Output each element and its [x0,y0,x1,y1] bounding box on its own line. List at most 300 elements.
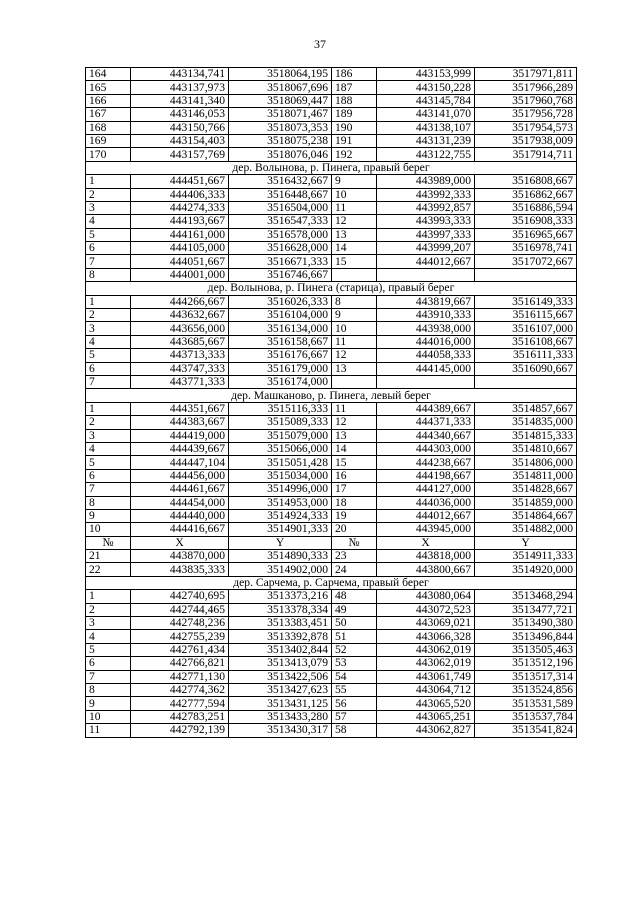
table-row [86,188,577,201]
point-number-cell: 50 [332,617,377,630]
section-title: дер. Волынова, р. Пинега, правый берег [86,161,577,174]
point-number-cell: 12 [332,416,377,429]
point-number-cell: 3 [86,617,131,630]
x-coordinate-cell: 443154,403 [131,134,229,147]
x-coordinate-cell: 444389,667 [377,402,475,415]
column-header: X [131,536,229,549]
y-coordinate-cell: 3516886,594 [475,201,577,214]
x-coordinate-cell: 442766,821 [131,657,229,670]
table-row [86,617,577,630]
point-number-cell: 13 [332,228,377,241]
point-number-cell: 1 [86,590,131,603]
y-coordinate-cell: 3513524,856 [475,683,577,696]
y-coordinate-cell: 3516628,000 [229,242,332,255]
point-number-cell: 56 [332,697,377,710]
x-coordinate-cell [377,375,475,388]
x-coordinate-cell: 444303,000 [377,442,475,455]
x-coordinate-cell: 443064,712 [377,683,475,696]
x-coordinate-cell: 444161,000 [131,228,229,241]
x-coordinate-cell: 442792,139 [131,724,229,737]
x-coordinate-cell: 443137,973 [131,81,229,94]
x-coordinate-cell: 443157,769 [131,148,229,161]
point-number-cell: 21 [86,550,131,563]
y-coordinate-cell: 3513378,334 [229,603,332,616]
x-coordinate-cell: 443870,000 [131,550,229,563]
x-coordinate-cell: 442748,236 [131,617,229,630]
table-row [86,456,577,469]
table-row [86,670,577,683]
y-coordinate-cell: 3514996,000 [229,483,332,496]
x-coordinate-cell: 443685,667 [131,335,229,348]
point-number-cell: 18 [332,496,377,509]
y-coordinate-cell: 3514924,333 [229,509,332,522]
table-row [86,550,577,563]
point-number-cell: 12 [332,349,377,362]
point-number-cell: 2 [86,188,131,201]
y-coordinate-cell: 3513383,451 [229,617,332,630]
y-coordinate-cell: 3513496,844 [475,630,577,643]
table-row [86,643,577,656]
point-number-cell: 9 [332,175,377,188]
point-number-cell: 11 [332,335,377,348]
y-coordinate-cell: 3514857,667 [475,402,577,415]
y-coordinate-cell: 3514953,000 [229,496,332,509]
table-row [86,630,577,643]
y-coordinate-cell: 3517072,667 [475,255,577,268]
y-coordinate-cell: 3514815,333 [475,429,577,442]
y-coordinate-cell: 3515051,428 [229,456,332,469]
y-coordinate-cell: 3514901,333 [229,523,332,536]
x-coordinate-cell: 444036,000 [377,496,475,509]
point-number-cell: 8 [86,496,131,509]
table-row [86,268,577,281]
x-coordinate-cell: 443910,333 [377,309,475,322]
x-coordinate-cell [377,268,475,281]
table-row [86,683,577,696]
y-coordinate-cell: 3513402,844 [229,643,332,656]
y-coordinate-cell: 3517956,728 [475,108,577,121]
section-row [86,576,577,589]
point-number-cell: 14 [332,442,377,455]
table-row [86,175,577,188]
table-row [86,603,577,616]
point-number-cell: 2 [86,309,131,322]
x-coordinate-cell: 444351,667 [131,402,229,415]
point-number-cell: 3 [86,201,131,214]
y-coordinate-cell: 3514835,000 [475,416,577,429]
y-coordinate-cell: 3516808,667 [475,175,577,188]
column-header: № [86,536,131,549]
column-header: X [377,536,475,549]
point-number-cell: 168 [86,121,131,134]
x-coordinate-cell: 443747,333 [131,362,229,375]
point-number-cell: 57 [332,710,377,723]
y-coordinate-cell: 3513505,463 [475,643,577,656]
y-coordinate-cell: 3517960,768 [475,94,577,107]
y-coordinate-cell: 3518067,696 [229,81,332,94]
x-coordinate-cell: 444127,000 [377,483,475,496]
point-number-cell: 10 [86,710,131,723]
y-coordinate-cell: 3516908,333 [475,215,577,228]
x-coordinate-cell: 443122,755 [377,148,475,161]
point-number-cell: 17 [332,483,377,496]
section-row [86,389,577,402]
y-coordinate-cell: 3517914,711 [475,148,577,161]
column-header: Y [229,536,332,549]
table-row [86,148,577,161]
y-coordinate-cell: 3513427,623 [229,683,332,696]
x-coordinate-cell: 443065,251 [377,710,475,723]
table-row [86,335,577,348]
point-number-cell: 4 [86,630,131,643]
table-row [86,215,577,228]
x-coordinate-cell: 442783,251 [131,710,229,723]
x-coordinate-cell: 444012,667 [377,255,475,268]
point-number-cell: 10 [86,523,131,536]
point-number-cell: 190 [332,121,377,134]
point-number-cell: 7 [86,255,131,268]
point-number-cell: 16 [332,469,377,482]
point-number-cell: 51 [332,630,377,643]
table-row [86,349,577,362]
x-coordinate-cell: 444001,000 [131,268,229,281]
point-number-cell: 23 [332,550,377,563]
point-number-cell: 53 [332,657,377,670]
x-coordinate-cell: 444416,667 [131,523,229,536]
y-coordinate-cell: 3516115,667 [475,309,577,322]
y-coordinate-cell: 3517938,009 [475,134,577,147]
table-row [86,295,577,308]
section-title: дер. Волынова, р. Пинега (старица), правый берег [86,282,577,295]
point-number-cell: 188 [332,94,377,107]
y-coordinate-cell: 3516578,000 [229,228,332,241]
point-number-cell: 58 [332,724,377,737]
x-coordinate-cell: 444012,667 [377,509,475,522]
x-coordinate-cell: 443080,064 [377,590,475,603]
x-coordinate-cell: 443141,340 [131,94,229,107]
y-coordinate-cell: 3518064,195 [229,68,332,81]
point-number-cell: 9 [332,309,377,322]
x-coordinate-cell: 443997,333 [377,228,475,241]
y-coordinate-cell: 3514911,333 [475,550,577,563]
section-title: дер. Сарчема, р. Сарчема, правый берег [86,576,577,589]
table-row [86,710,577,723]
y-coordinate-cell: 3513468,294 [475,590,577,603]
y-coordinate-cell [475,268,577,281]
y-coordinate-cell: 3518075,238 [229,134,332,147]
point-number-cell: 7 [86,483,131,496]
point-number-cell: 8 [86,268,131,281]
x-coordinate-cell: 442774,362 [131,683,229,696]
y-coordinate-cell: 3514902,000 [229,563,332,576]
x-coordinate-cell: 442771,130 [131,670,229,683]
y-coordinate-cell: 3515079,000 [229,429,332,442]
point-number-cell: 11 [332,402,377,415]
table-row [86,509,577,522]
table-row [86,134,577,147]
x-coordinate-cell: 444383,667 [131,416,229,429]
point-number-cell: 6 [86,469,131,482]
table-row [86,255,577,268]
y-coordinate-cell: 3516862,667 [475,188,577,201]
y-coordinate-cell [475,375,577,388]
point-number-cell: 1 [86,402,131,415]
y-coordinate-cell: 3516448,667 [229,188,332,201]
y-coordinate-cell: 3516547,333 [229,215,332,228]
x-coordinate-cell: 442777,594 [131,697,229,710]
point-number-cell: 6 [86,362,131,375]
table-row [86,563,577,576]
point-number-cell: 6 [86,657,131,670]
x-coordinate-cell: 444440,000 [131,509,229,522]
point-number-cell: 52 [332,643,377,656]
table-row [86,469,577,482]
table-row [86,442,577,455]
table-row [86,375,577,388]
table-row [86,496,577,509]
x-coordinate-cell: 444266,667 [131,295,229,308]
y-coordinate-cell: 3516158,667 [229,335,332,348]
point-number-cell: 189 [332,108,377,121]
point-number-cell: 5 [86,228,131,241]
point-number-cell: 170 [86,148,131,161]
y-coordinate-cell: 3517966,289 [475,81,577,94]
y-coordinate-cell: 3516504,000 [229,201,332,214]
point-number-cell: 165 [86,81,131,94]
column-header: № [332,536,377,549]
point-number-cell: 20 [332,523,377,536]
point-number-cell: 164 [86,68,131,81]
x-coordinate-cell: 444058,333 [377,349,475,362]
point-number-cell: 10 [332,322,377,335]
x-coordinate-cell: 443065,520 [377,697,475,710]
point-number-cell: 49 [332,603,377,616]
x-coordinate-cell: 444439,667 [131,442,229,455]
x-coordinate-cell: 443632,667 [131,309,229,322]
point-number-cell: 5 [86,643,131,656]
table-row [86,590,577,603]
y-coordinate-cell: 3514859,000 [475,496,577,509]
x-coordinate-cell: 443146,053 [131,108,229,121]
point-number-cell: 3 [86,322,131,335]
point-number-cell: 8 [86,683,131,696]
y-coordinate-cell: 3513537,784 [475,710,577,723]
x-coordinate-cell: 443141,070 [377,108,475,121]
point-number-cell: 7 [86,375,131,388]
point-number-cell: 5 [86,456,131,469]
y-coordinate-cell: 3516965,667 [475,228,577,241]
x-coordinate-cell: 443153,999 [377,68,475,81]
x-coordinate-cell: 443713,333 [131,349,229,362]
y-coordinate-cell: 3513392,878 [229,630,332,643]
x-coordinate-cell: 443131,239 [377,134,475,147]
table-row [86,657,577,670]
x-coordinate-cell: 443818,000 [377,550,475,563]
y-coordinate-cell: 3516104,000 [229,309,332,322]
point-number-cell: 13 [332,429,377,442]
x-coordinate-cell: 444145,000 [377,362,475,375]
x-coordinate-cell: 442761,434 [131,643,229,656]
point-number-cell: 186 [332,68,377,81]
x-coordinate-cell: 443989,000 [377,175,475,188]
point-number-cell: 19 [332,509,377,522]
y-coordinate-cell: 3516134,000 [229,322,332,335]
y-coordinate-cell: 3517954,573 [475,121,577,134]
point-number-cell: 4 [86,215,131,228]
table-row [86,724,577,737]
y-coordinate-cell: 3518073,353 [229,121,332,134]
point-number-cell: 169 [86,134,131,147]
y-coordinate-cell: 3516432,667 [229,175,332,188]
x-coordinate-cell: 442744,465 [131,603,229,616]
x-coordinate-cell: 443771,333 [131,375,229,388]
point-number-cell: 1 [86,175,131,188]
point-number-cell: 13 [332,362,377,375]
y-coordinate-cell: 3513431,125 [229,697,332,710]
y-coordinate-cell: 3516149,333 [475,295,577,308]
point-number-cell: 167 [86,108,131,121]
point-number-cell: 15 [332,456,377,469]
table-row [86,322,577,335]
point-number-cell: 15 [332,255,377,268]
table-row [86,108,577,121]
point-number-cell: 11 [86,724,131,737]
y-coordinate-cell: 3513512,196 [475,657,577,670]
table-row [86,362,577,375]
page-number: 37 [314,37,326,51]
x-coordinate-cell: 444456,000 [131,469,229,482]
x-coordinate-cell: 443800,667 [377,563,475,576]
point-number-cell: 5 [86,349,131,362]
table-row [86,429,577,442]
y-coordinate-cell: 3513517,314 [475,670,577,683]
y-coordinate-cell: 3516179,000 [229,362,332,375]
y-coordinate-cell: 3518076,046 [229,148,332,161]
x-coordinate-cell: 443138,107 [377,121,475,134]
x-coordinate-cell: 443134,741 [131,68,229,81]
x-coordinate-cell: 443062,019 [377,643,475,656]
point-number-cell [332,268,377,281]
x-coordinate-cell: 443062,019 [377,657,475,670]
y-coordinate-cell: 3514920,000 [475,563,577,576]
point-number-cell: 187 [332,81,377,94]
table-row [86,228,577,241]
y-coordinate-cell: 3514828,667 [475,483,577,496]
table-row [86,523,577,536]
y-coordinate-cell: 3513433,280 [229,710,332,723]
y-coordinate-cell: 3513422,506 [229,670,332,683]
point-number-cell: 2 [86,416,131,429]
y-coordinate-cell: 3514864,667 [475,509,577,522]
x-coordinate-cell: 442755,239 [131,630,229,643]
y-coordinate-cell: 3515116,333 [229,402,332,415]
table-row [86,68,577,81]
y-coordinate-cell: 3514806,000 [475,456,577,469]
column-header: Y [475,536,577,549]
coordinates-table [85,67,577,738]
x-coordinate-cell: 443656,000 [131,322,229,335]
y-coordinate-cell: 3513477,721 [475,603,577,616]
x-coordinate-cell: 444461,667 [131,483,229,496]
x-coordinate-cell: 444016,000 [377,335,475,348]
point-number-cell: 7 [86,670,131,683]
point-number-cell: 22 [86,563,131,576]
section-row [86,282,577,295]
x-coordinate-cell: 443992,857 [377,201,475,214]
y-coordinate-cell: 3516107,000 [475,322,577,335]
table-row [86,242,577,255]
x-coordinate-cell: 443066,328 [377,630,475,643]
y-coordinate-cell: 3513490,380 [475,617,577,630]
x-coordinate-cell: 444051,667 [131,255,229,268]
x-coordinate-cell: 444406,333 [131,188,229,201]
point-number-cell: 54 [332,670,377,683]
y-coordinate-cell: 3518071,467 [229,108,332,121]
point-number-cell: 24 [332,563,377,576]
x-coordinate-cell: 444447,104 [131,456,229,469]
x-coordinate-cell: 443062,827 [377,724,475,737]
y-coordinate-cell: 3516746,667 [229,268,332,281]
point-number-cell: 48 [332,590,377,603]
table-row [86,309,577,322]
point-number-cell: 9 [86,509,131,522]
x-coordinate-cell: 444454,000 [131,496,229,509]
x-coordinate-cell: 444451,667 [131,175,229,188]
x-coordinate-cell: 443072,523 [377,603,475,616]
y-coordinate-cell: 3514810,667 [475,442,577,455]
x-coordinate-cell: 443061,749 [377,670,475,683]
x-coordinate-cell: 443069,021 [377,617,475,630]
point-number-cell: 10 [332,188,377,201]
y-coordinate-cell: 3513430,317 [229,724,332,737]
table-row [86,402,577,415]
y-coordinate-cell: 3513373,216 [229,590,332,603]
x-coordinate-cell: 443835,333 [131,563,229,576]
table-row [86,697,577,710]
x-coordinate-cell: 443999,207 [377,242,475,255]
table-row [86,81,577,94]
point-number-cell: 8 [332,295,377,308]
point-number-cell: 9 [86,697,131,710]
x-coordinate-cell: 443819,667 [377,295,475,308]
table-row [86,416,577,429]
y-coordinate-cell: 3516111,333 [475,349,577,362]
y-coordinate-cell: 3513413,079 [229,657,332,670]
x-coordinate-cell: 443938,000 [377,322,475,335]
x-coordinate-cell: 443145,784 [377,94,475,107]
section-row [86,161,577,174]
x-coordinate-cell: 444419,000 [131,429,229,442]
y-coordinate-cell: 3516176,667 [229,349,332,362]
point-number-cell: 192 [332,148,377,161]
y-coordinate-cell: 3516174,000 [229,375,332,388]
x-coordinate-cell: 444274,333 [131,201,229,214]
x-coordinate-cell: 442740,695 [131,590,229,603]
point-number-cell: 191 [332,134,377,147]
y-coordinate-cell: 3515066,000 [229,442,332,455]
point-number-cell: 3 [86,429,131,442]
point-number-cell: 4 [86,335,131,348]
y-coordinate-cell: 3513531,589 [475,697,577,710]
point-number-cell: 1 [86,295,131,308]
x-coordinate-cell: 444105,000 [131,242,229,255]
y-coordinate-cell: 3514882,000 [475,523,577,536]
y-coordinate-cell: 3516090,667 [475,362,577,375]
point-number-cell [332,375,377,388]
table-row [86,94,577,107]
point-number-cell: 2 [86,603,131,616]
x-coordinate-cell: 443993,333 [377,215,475,228]
